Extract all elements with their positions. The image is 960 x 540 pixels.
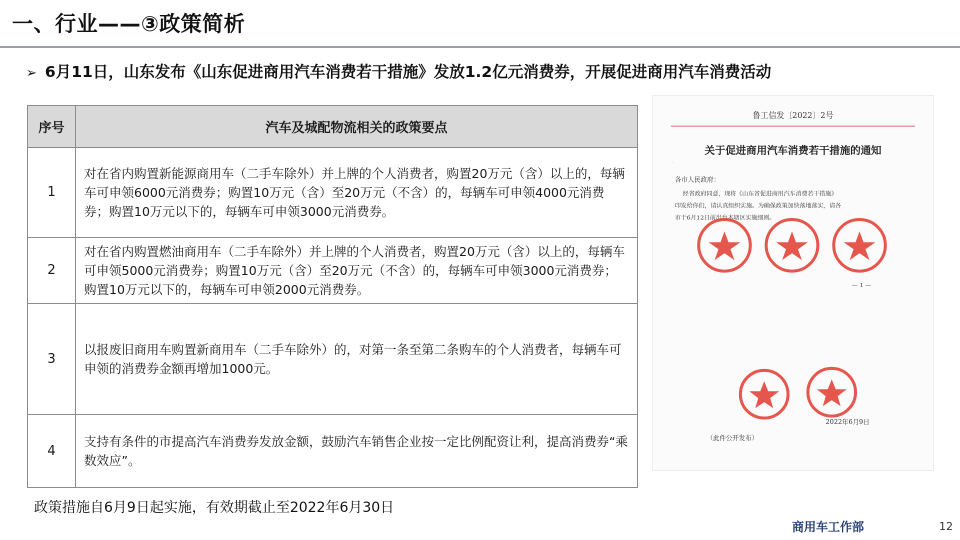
row-index: 3 [28, 304, 76, 415]
arrow-bullet-icon: ➢ [26, 66, 37, 81]
official-seal [699, 219, 751, 271]
column-header-policy: 汽车及城配物流相关的政策要点 [76, 106, 638, 148]
table-row [28, 148, 638, 238]
document-scan [653, 96, 933, 470]
table-row [28, 304, 638, 415]
table-header-row [28, 106, 638, 148]
doc-date: 2022年6月9日 [825, 417, 870, 426]
table-row [28, 415, 638, 488]
row-text: 支持有条件的市提高汽车消费券发放金额，鼓励汽车销售企业按一定比例配资让利，提高消费券“乘数效应”。 [76, 415, 638, 488]
table-row [28, 238, 638, 304]
effective-date-note: 政策措施自6月9日起实施，有效期截止至2022年6月30日 [34, 500, 395, 516]
title-divider [0, 46, 960, 48]
doc-public-note: （此件公开发布） [706, 433, 759, 442]
official-seal [740, 370, 788, 418]
official-document-image [652, 95, 934, 471]
doc-number: 鲁工信发〔2022〕2号 [752, 111, 834, 121]
official-seal [834, 219, 886, 271]
doc-body-line: 经省政府同意，现将《山东省促进商用汽车消费若干措施》 [682, 190, 838, 198]
row-index: 4 [28, 415, 76, 488]
page-number: 12 [939, 520, 953, 533]
row-text: 以报废旧商用车购置新商用车（二手车除外）的，对第一条至第二条购车的个人消费者，每辆车可申领的消费券金额再增加1000元。 [76, 304, 638, 415]
watermark: · [669, 158, 677, 169]
doc-page-mark: — 1 — [851, 281, 872, 289]
doc-title: 关于促进商用汽车消费若干措施的通知 [704, 144, 882, 157]
row-index: 2 [28, 238, 76, 304]
row-text: 对在省内购置新能源商用车（二手车除外）并上牌的个人消费者，购置20万元（含）以上的，每辆车可申领6000元消费券；购置10万元（含）至20万元（不含）的，每辆车可申领4000元消费券；购置10万元以下的，每辆车可申领3000元消费券。 [76, 148, 638, 238]
doc-body-line: 印发给你们，请认真组织实施。为确保政策加快落地落实，请各 [674, 202, 842, 210]
official-seal [766, 219, 818, 271]
official-seal [808, 368, 856, 416]
doc-addressee: 各市人民政府： [674, 175, 720, 184]
row-index: 1 [28, 148, 76, 238]
slide-title: 一、行业——③政策简析 [12, 12, 246, 36]
policy-table [27, 105, 638, 488]
doc-body-line: 市于6月12日前出台本辖区实施细则。 [674, 214, 776, 222]
headline-text: 6月11日，山东发布《山东促进商用汽车消费若干措施》发放1.2亿元消费券，开展促进商用汽车消费活动 [44, 63, 772, 81]
row-text: 对在省内购置燃油商用车（二手车除外）并上牌的个人消费者，购置20万元（含）以上的，每辆车可申领5000元消费券；购置10万元（含）至20万元（不含）的，每辆车可申领3000元消费券；购置10万元以下的，每辆车可申领2000元消费券。 [76, 238, 638, 304]
column-header-index: 序号 [28, 106, 76, 148]
headline [26, 60, 771, 82]
footer-organization: 商用车工作部 [792, 520, 865, 534]
